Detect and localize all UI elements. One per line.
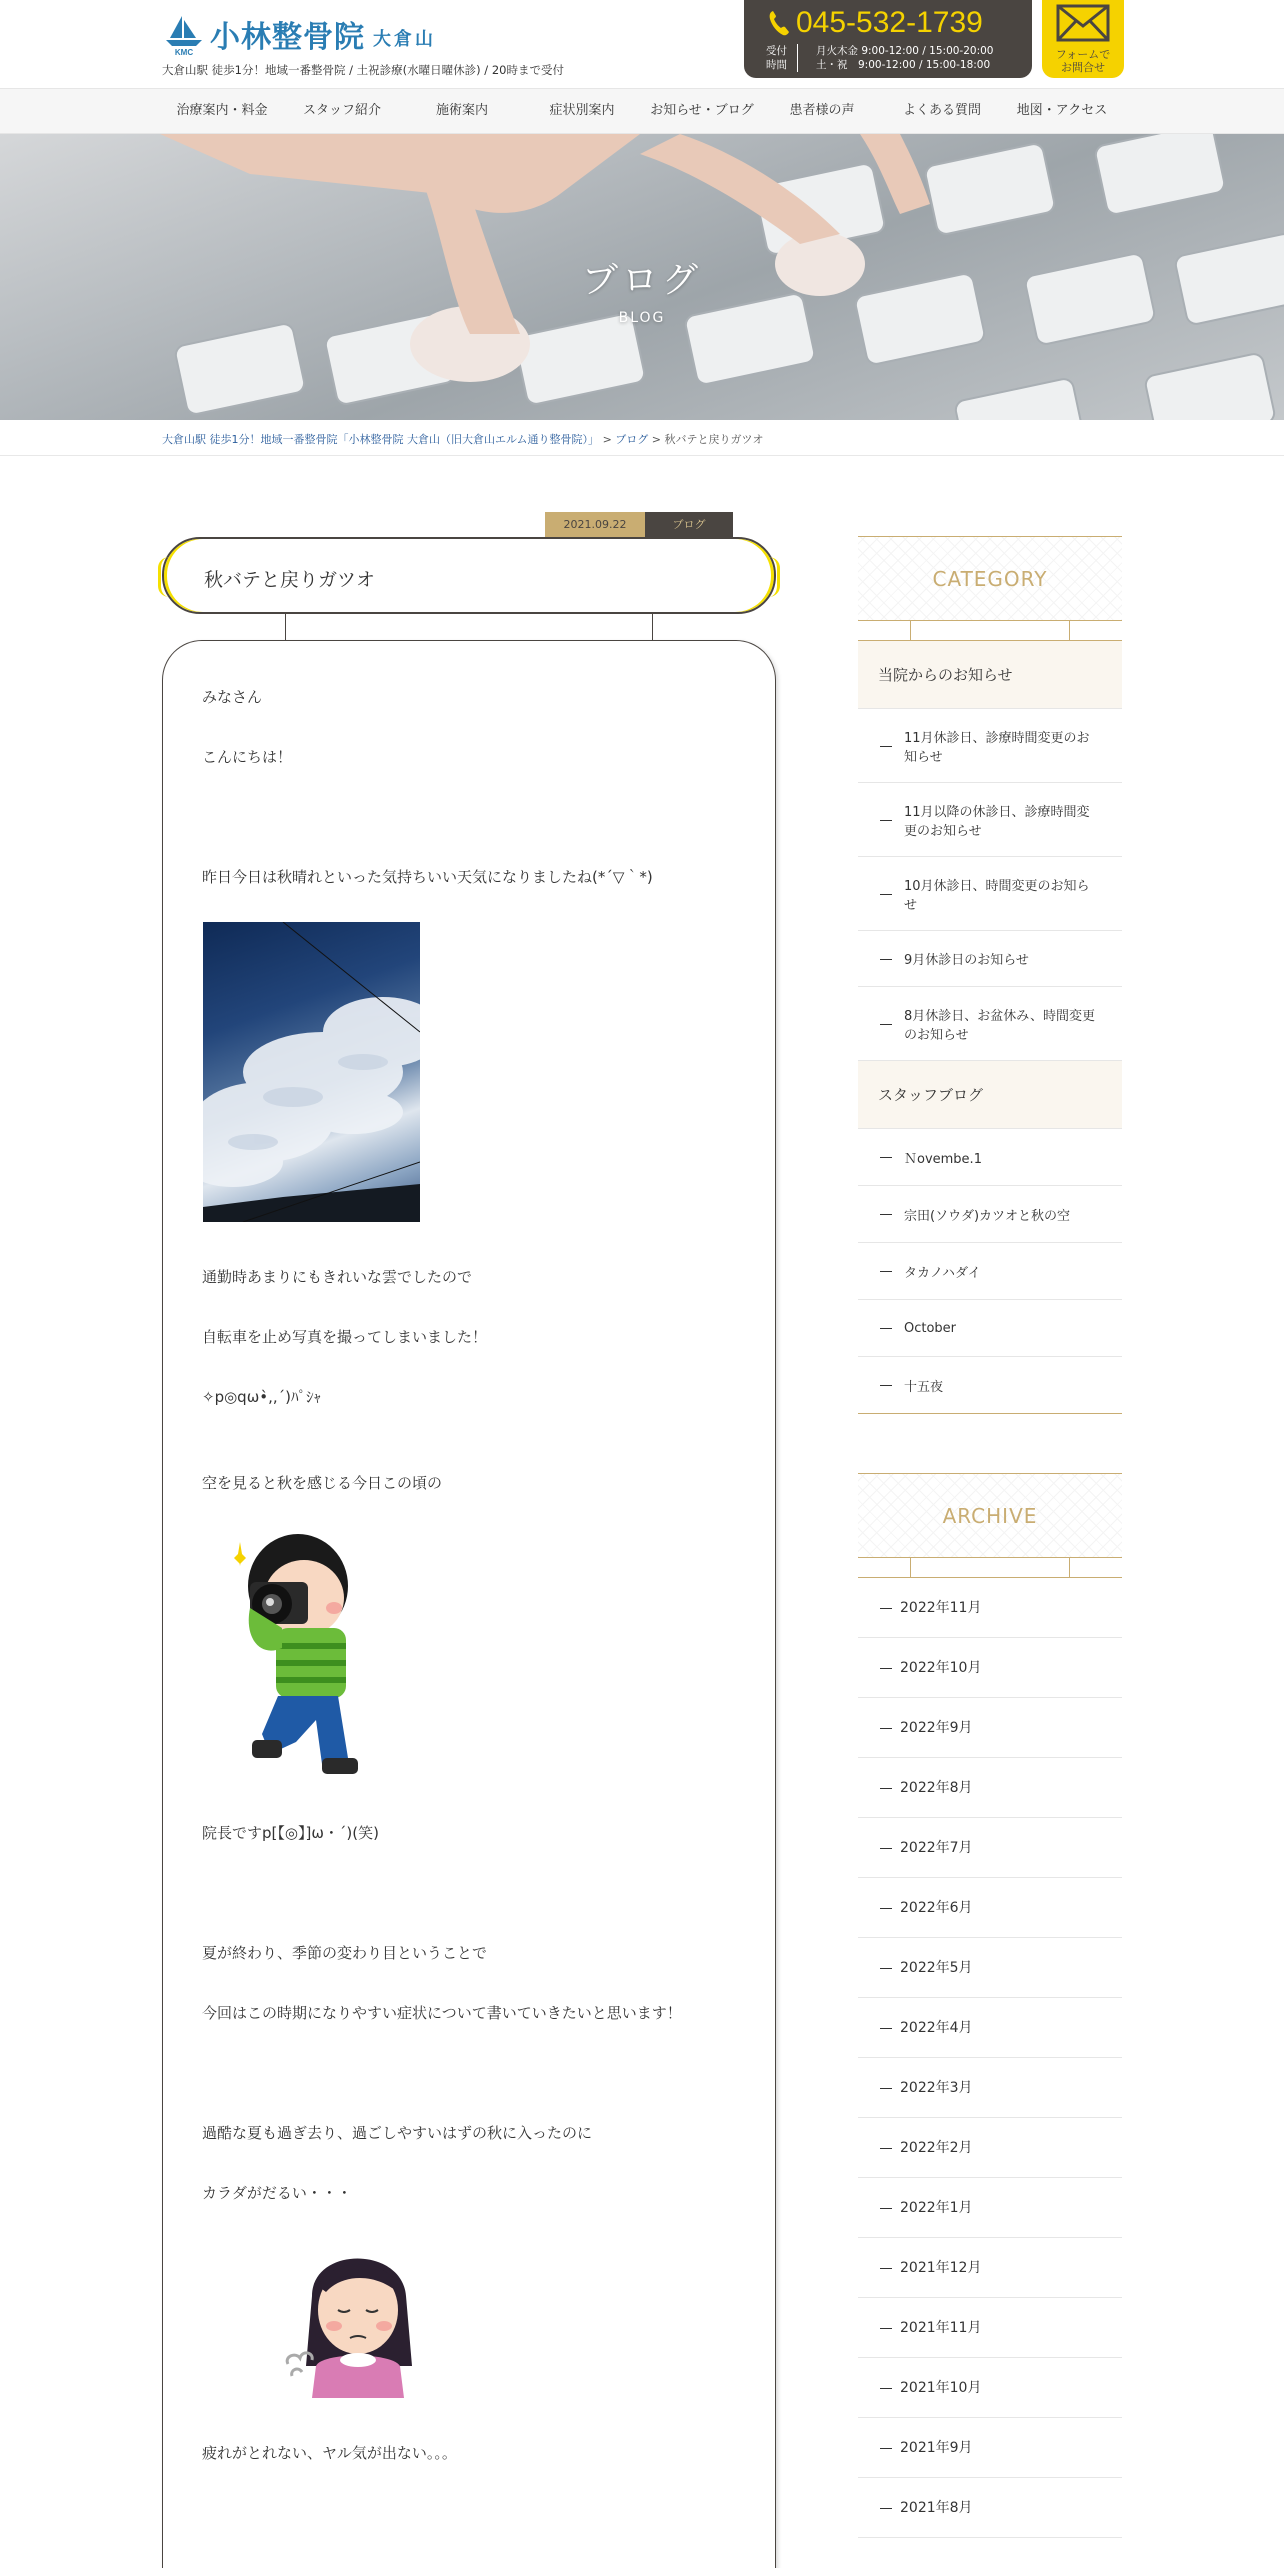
breadcrumb-sep-1: > (602, 433, 612, 446)
category-item[interactable] (858, 783, 1122, 857)
logo-name: 小林整骨院 (210, 20, 365, 55)
archive-item[interactable]: 2022年8月 (858, 1758, 1122, 1818)
post-line-4: 通勤時あまりにもきれいな雲でしたので (202, 1268, 473, 1286)
header-tagline: 大倉山駅 徒歩1分！地域一番整骨院 / 土祝診療(水曜日曜休診) / 20時まで受付 (162, 63, 564, 77)
archive-widget (858, 1473, 1122, 2538)
nav-item-facility[interactable]: 施術案内 (435, 103, 488, 118)
post-date-badge: 2021.09.22 (545, 512, 645, 537)
category-item-label: 11月休診日、診療時間変更のお知らせ (904, 730, 1090, 765)
post-line-9: 夏が終わり、季節の変わり目ということで (202, 1944, 488, 1962)
category-item-label: 十五夜 (904, 1379, 944, 1395)
category-item-label: Ｎovembe.1 (904, 1151, 982, 1167)
post-line-3: 昨日今日は秋晴れといった気持ちいい天気になりましたね(*´▽｀*) (202, 868, 653, 886)
archive-item[interactable]: 2021年8月 (858, 2478, 1122, 2538)
post-line-13: 疲れがとれない、ヤル気が出ない。。。 (202, 2444, 457, 2462)
ship-logo-icon (162, 12, 206, 56)
category-group-staff-blog[interactable]: スタッフブログ (858, 1061, 1122, 1129)
post-category-badge[interactable]: ブログ (645, 512, 733, 537)
phone-number[interactable] (768, 6, 983, 40)
nav-item-faq[interactable]: よくある質問 (902, 103, 981, 118)
category-item[interactable] (858, 931, 1122, 987)
category-item[interactable] (858, 857, 1122, 931)
global-nav (0, 88, 1284, 134)
post-line-7: 空を見ると秋を感じる今日この頃の (202, 1474, 443, 1492)
archive-item[interactable]: 2022年11月 (858, 1578, 1122, 1638)
category-item[interactable] (858, 1300, 1122, 1357)
archive-item[interactable]: 2022年3月 (858, 2058, 1122, 2118)
phone-icon (768, 10, 790, 36)
nav-item-access[interactable]: 地図・アクセス (1016, 103, 1108, 118)
post-line-2: こんにちは！ (202, 748, 293, 766)
archive-separator (858, 1558, 1122, 1578)
post-title: 秋バテと戻りガツオ (204, 569, 376, 591)
hero-subtitle: BLOG (618, 310, 666, 326)
archive-item[interactable]: 2022年7月 (858, 1818, 1122, 1878)
post-line-10: 今回はこの時期になりやすい症状について書いていきたいと思います！ (202, 2004, 682, 2022)
post-line-6: ✧p◎qω•̀,,´)ﾊﾟｼｬ (202, 1388, 321, 1406)
post-line-1: みなさん (202, 688, 263, 706)
breadcrumb (0, 420, 1284, 456)
category-title: CATEGORY (858, 537, 1122, 621)
phone-number-text: 045-532-1739 (796, 6, 983, 39)
sky-photo (203, 922, 420, 1222)
category-item-label: October (904, 1320, 957, 1336)
logo-mark-text: KMC (174, 48, 194, 56)
breadcrumb-current: 秋バテと戻りガツオ (664, 433, 764, 446)
category-item[interactable] (858, 1357, 1122, 1413)
post-line-12: カラダがだるい・・・ (202, 2184, 352, 2202)
category-item-label: 宗田(ソウダ)カツオと秋の空 (904, 1208, 1071, 1224)
archive-item[interactable]: 2022年5月 (858, 1938, 1122, 1998)
nav-item-symptoms[interactable]: 症状別案内 (549, 103, 615, 118)
hero-banner (0, 134, 1284, 420)
category-group-notices[interactable]: 当院からのお知らせ (858, 641, 1122, 709)
nav-item-treatment[interactable]: 治療案内・料金 (176, 103, 268, 118)
archive-item[interactable]: 2021年12月 (858, 2238, 1122, 2298)
breadcrumb-home[interactable]: 大倉山駅 徒歩1分！地域一番整骨院「小林整骨院 大倉山（旧大倉山エルム通り整骨院）」 (162, 433, 600, 446)
category-item-label: 10月休診日、時間変更のお知らせ (904, 878, 1090, 913)
category-item[interactable] (858, 987, 1122, 1061)
hero-title: ブログ (581, 260, 702, 301)
breadcrumb-sep-2: > (651, 433, 661, 446)
archive-item[interactable]: 2022年2月 (858, 2118, 1122, 2178)
tired-woman-illustration (282, 2236, 424, 2398)
category-item-label: 8月休診日、お盆休み、時間変更のお知らせ (904, 1008, 1096, 1043)
nav-item-voices[interactable]: 患者様の声 (789, 103, 855, 118)
archive-item[interactable]: 2022年1月 (858, 2178, 1122, 2238)
reception-label (766, 44, 798, 72)
category-item[interactable] (858, 1129, 1122, 1186)
post-line-8: 院長ですp[【◎】]ω・´)(笑) (202, 1824, 379, 1842)
post-title-box (162, 537, 776, 614)
archive-item[interactable]: 2022年6月 (858, 1878, 1122, 1938)
category-item-label: 11月以降の休診日、診療時間変更のお知らせ (904, 804, 1090, 839)
category-item-label: 9月休診日のお知らせ (904, 953, 1029, 968)
category-item[interactable] (858, 709, 1122, 783)
cloud-photo-image (203, 922, 420, 1222)
site-logo[interactable] (162, 12, 436, 56)
post-line-11: 過酷な夏も過ぎ去り、過ごしやすいはずの秋に入ったのに (202, 2124, 593, 2142)
site-header (0, 0, 1284, 88)
breadcrumb-section[interactable]: ブログ (615, 433, 649, 446)
post-line-5: 自転車を止め写真を撮ってしまいました！ (202, 1328, 488, 1346)
archive-item[interactable]: 2021年11月 (858, 2298, 1122, 2358)
mail-label-1: フォームで (1055, 48, 1111, 61)
archive-item[interactable]: 2022年10月 (858, 1638, 1122, 1698)
category-item[interactable] (858, 1243, 1122, 1300)
category-separator (858, 621, 1122, 641)
archive-item[interactable]: 2022年4月 (858, 1998, 1122, 2058)
archive-title: ARCHIVE (858, 1474, 1122, 1558)
nav-item-news-blog[interactable]: お知らせ・ブログ (650, 103, 754, 118)
category-item-label: タカノハダイ (904, 1265, 981, 1281)
archive-item[interactable]: 2021年10月 (858, 2358, 1122, 2418)
mail-icon (1056, 4, 1110, 44)
title-connector-left (285, 614, 286, 642)
hours-weekend: 土・祝 9:00-12:00 / 15:00-18:00 (816, 59, 991, 71)
phone-box[interactable] (744, 0, 1032, 78)
archive-item[interactable]: 2022年9月 (858, 1698, 1122, 1758)
category-widget (858, 536, 1122, 1414)
archive-item[interactable]: 2021年9月 (858, 2418, 1122, 2478)
photographer-illustration (226, 1528, 368, 1776)
logo-sub: 大倉山 (373, 29, 436, 50)
mail-label-2: お問合せ (1061, 61, 1105, 74)
nav-item-staff[interactable]: スタッフ紹介 (302, 103, 381, 118)
contact-form-button[interactable] (1042, 0, 1124, 78)
category-item[interactable] (858, 1186, 1122, 1243)
reception-hours (816, 44, 994, 72)
reception-label-1: 受付 (766, 45, 787, 57)
title-connector-right (652, 614, 653, 642)
hours-weekday: 月火木金 9:00-12:00 / 15:00-20:00 (816, 45, 994, 57)
reception-label-2: 時間 (766, 59, 787, 71)
